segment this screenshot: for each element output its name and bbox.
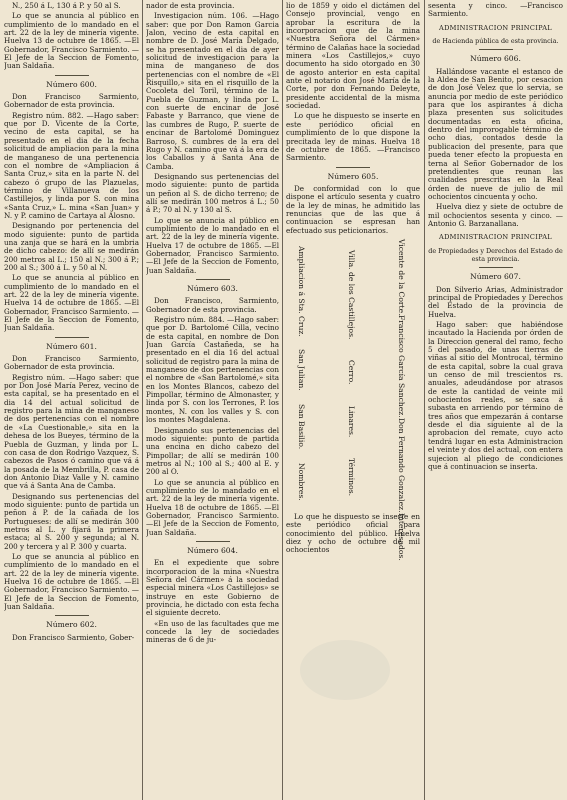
section-subheading: de Hacienda pública de esta provincia. xyxy=(432,37,559,46)
notice-divider xyxy=(479,49,513,50)
column-rule xyxy=(142,0,143,800)
notice-number: Número 603. xyxy=(187,284,238,293)
notice-number: Número 605. xyxy=(327,171,379,181)
notice-divider xyxy=(336,167,370,168)
table-column xyxy=(394,238,408,561)
paragraph: Don Francisco Sarmiento, Gobernador de esta provincia. xyxy=(4,354,139,372)
table-cell: Villa. de los Castillejos. xyxy=(347,249,356,339)
column-rule xyxy=(424,0,425,800)
table-cell: Linares. xyxy=(347,405,356,438)
paragraph: Don Francisco Sarmiento, Gober- xyxy=(12,632,135,642)
paragraph: Registro núm. 884. —Hago saber: que por D. Bartolomé Cilla, vecino de esta capital, en nombre de Don Juan García Castañeda, se ha presentado en el dia 16 del actual solicitud de registro para la mina de manganeso de dos pertenencias con el nombre de «San Bartolomé,» sita en los Montes Blancos, cabezo del Pimpollar, término de Almonaster, y linda por S. con los Terrones, P. los montes, N. con los valles y S. con los montes Magdalena. xyxy=(146,315,279,425)
table-column xyxy=(344,239,358,507)
notice-divider xyxy=(479,267,513,268)
notice-number: Número 606. xyxy=(470,54,521,64)
notice-divider xyxy=(55,337,89,338)
table-cell: San Basilio. xyxy=(297,404,306,450)
notice-divider xyxy=(196,279,230,280)
paragraph: Hago saber: que habiéndose incautado la Hacienda por órden de la Direccion general del ramo, fecho 5 del pasado, de unas tierras de viñas al sitio del Montrocal, término de esta capital, sobre la cual grava un censo de mil trescientos rs. anuales, adeudándose por atrasos de este la cantidad de veinte mil ochocientos reales, se saca á subasta en arriendo por término de tres años que empezarán á contarse desde el dia siguiente al de la aprobacion del remate, cuyo acto tendrá lugar en esta Administracion el veinte y dos del actual, con entera sujecion al pliego de condiciones que á continuacion se inserta. xyxy=(428,320,563,471)
table-header: Términos. xyxy=(347,458,356,497)
notice-number: Número 602. xyxy=(46,620,97,630)
column-2 xyxy=(146,2,279,798)
paragraph: N., 250 á L, 130 á P. y 50 al S. xyxy=(12,2,121,10)
paragraph: Lo que he dispuesto se inserte en este periódico oficial para conocimiento del público. Huelva diez y ocho de octubre de mil ochocientos xyxy=(286,511,420,555)
paragraph: Registro núm. —Hago saber: que por Don José María Perez, vecino de esta capital, se ha presentado en el dia 14 del actual solicitud de registro para la mina de manganeso de dos pertenencias con el nombre de «La Cuestionable,» sita en la dehesa de los Bueyes, término de la Puebla de Guzman, y linda por L. con casa de don Rodrigo Vazquez, S. cabezos de Pasos ó camino que vá á la posada de la Membrilla, P. casa de don Antonio Diaz Valle y N. camino que vá á Santa Ana de Camba. xyxy=(4,372,139,491)
paragraph: «En uso de las facultades que me concede la ley de sociedades mineras de 6 de ju- xyxy=(146,618,279,645)
column-4 xyxy=(428,2,563,798)
notice-number: Número 604. xyxy=(187,545,238,555)
paragraph: Lo que se anuncia al público en cumplimiento de lo mandado en el art. 22 de la ley de minería vigente. Huelva 17 de octubre de 1865. —El Gobernador, Francisco Sarmiento. —El Jefe de la Seccion de Fomento, Juan Saldaña. xyxy=(146,215,279,275)
table-header: Nombres. xyxy=(297,462,306,501)
paragraph: Huelva diez y siete de octubre de mil ochocientos sesenta y cinco. —Antonio G. Barzanallana. xyxy=(428,202,563,228)
paragraph: De conformidad con lo que dispone el artículo sesenta y cuatro de la ley de minas, he admitido las renuncias que de las que á continuacion se espresan han efectuado sus peticionarios. xyxy=(286,183,420,235)
paragraph: En el expediente que sobre incorporacion de la mina «Nuestra Señora del Cármen» á la sociedad especial minera «Los Castillejos» se instruye en este Gobierno de provincia, he dictado con esta fecha el siguiente decreto. xyxy=(146,558,279,618)
table-cell: Don Fernando Gonzalez. xyxy=(397,418,406,513)
paragraph: Lo que se anuncia al público en cumplimiento de lo mandado en el art. 22 de la ley de minería vigente. Huelva 18 de octubre de 1865. —El Gobernador, Francisco Sarmiento. —El Jefe de la Seccion de Fomento, Juan Saldaña. xyxy=(146,477,279,537)
notice-divider xyxy=(196,541,230,542)
section-subheading: de Propiedades y Derechos del Estado de esta provincia. xyxy=(428,246,563,263)
paragraph: Registro núm. 882. —Hago saber: que por D. Vicente de la Corte, vecino de esta capital, se ha presentado en el dia de la fecha solicitud de ampliacion para la mina de manganeso de una pertenencia con el nombre de «Ampliacion á Santa Cruz,» sita en la parte N. del cabezo ó grupo de las Plazuelas, término de Villanueva de los Castillejos, y linda por S. con mina «Santa Cruz,» L. mina «San Juan» y N. y P. camino de Cartaya al Alosno. xyxy=(4,110,139,220)
paragraph: Don Francisco, Sarmiento, Gobernador de esta provincia. xyxy=(146,296,279,314)
column-3 xyxy=(286,2,420,798)
table-column xyxy=(294,239,308,507)
section-heading: ADMINISTRACION PRINCIPAL xyxy=(439,23,552,32)
table-cell: Cerro. xyxy=(347,360,356,385)
table-cell: Vicente de la Corte. xyxy=(397,238,406,316)
paragraph: sesenta y cinco. —Francisco Sarmiento. xyxy=(428,2,563,19)
paragraph: Hallándose vacante el estanco de la Aldea de San Benito, por cesacion de don José Velez que lo servia, se anuncia por medio de este periódico para que los aspirantes á dicha plaza presenten sus solicitudes documentadas en esta oficina, dentro del improrogable término de ocho dias, contados desde la publicacion del presente, para que pueda tener efecto la propuesta en terna al Señor Gobernador de los pretendientes que reunan las cualidades prescritas en la Real órden de nueve de julio de mil ochocientos cincuenta y ocho. xyxy=(428,66,563,201)
paragraph: Designando sus pertenencias del modo siguiente: punto de partida un peñon á P. de la cañada de los Portugueses: de allí se medirán 300 metros al L. y fijará la primera estaca; al S. 200 y segunda; al N. 200 y tercera y al P. 300 y cuarta. xyxy=(4,491,139,551)
table-header: Interesados. xyxy=(397,512,406,561)
paragraph: Designando por pertenencia del modo siguiente: punto de partida una zanja que se hará en la umbria de dicho cabezo: de allí se medirán 200 metros al L.; 150 al N.; 300 á P.; 200 al S.; 300 á L. y 50 al N. xyxy=(4,221,139,272)
paragraph: Investigacion núm. 106. —Hago saber: que por Don Ramon Garcia Jalon, vecino de esta capital en nombre de D. José María Delgado, se ha presentado en el dia de ayer solicitud de investigacion para la mina de manganeso de dos pertenencias con el nombre de «El Risquillo,» sita en el risquillo de la Cocoleta del Toril, término de la Puebla de Guzman, y linda por L. con suerte de encinar de José Fabaste y Barranco, que viene de las cumbres de Rugo, P. suerte de encinar de Bartolomé Dominguez Barroso, S. cumbres de la era del Rugo y N. camino que vá á la era de los Caballos y á Santa Ana de Camba. xyxy=(146,11,279,171)
paragraph: Lo que se anuncia al público en cumplimiento de lo mandado en el art. 22 de la ley de minería vigente. Huelva 14 de octubre de 1865. —El Gobernador, Francisco Sarmiento. —El Jefe de la Seccion de Fomento, Juan Saldaña. xyxy=(4,273,139,333)
notice-divider xyxy=(55,615,89,616)
paragraph: Designando sus pertenencias del modo siguiente: punto de partida una encina en dicho cabezo del Pimpollar; de allí se medirán 100 metros al N.; 100 al S.; 400 al E. y 200 al O. xyxy=(146,425,279,477)
section-heading: ADMINISTRACION PRINCIPAL xyxy=(439,233,552,242)
table-cell: Francisco García Sanchez. xyxy=(397,315,406,419)
notice-number: Número 601. xyxy=(46,341,97,351)
table-cell: San Julian. xyxy=(297,349,306,392)
paragraph: nador de esta provincia. xyxy=(146,2,235,10)
paragraph: Don Silverio Arias, Administrador principal de Propiedades y Derechos del Estado de la provincia de Huelva. xyxy=(428,284,563,319)
paragraph: Designando sus pertenencias del modo siguiente: punto de partida un peñon al S. de dicho terreno; de allí se medirán 100 metros á L.; 50 á P.; 70 al N. y 130 al S. xyxy=(146,171,279,215)
paragraph: Lo que se anuncia al público en cumplimiento de lo mandado en el art. 22 de la ley de minería vigente. Huelva 13 de octubre de 1865. —El Gobernador, Francisco Sarmiento. —El Jefe de la Seccion de Fomento, Juan Saldaña. xyxy=(4,11,139,71)
table-cell: Ampliacion á Sta. Cruz. xyxy=(297,245,306,337)
paragraph: lio de 1859 y oido el dictámen del Consejo provincial, vengo en aprobar la escritura de la incorporacion que de la mina «Nuestra Señora del Cármen» término de Calañas hace la sociedad minera «Los Castillejos,» cuyo documento ha sido otorgado en 30 de agosto anterior en esta capital ante el notario don José María de la Corte, por don Fernando Deleyte, presidente accidental de la misma sociedad. xyxy=(286,2,420,111)
column-1 xyxy=(4,2,139,798)
notice-divider xyxy=(55,75,89,76)
notice-number: Número 607. xyxy=(470,272,521,282)
notice-number: Número 600. xyxy=(46,79,97,89)
paragraph: Don Francisco Sarmiento, Gobernador de esta provincia. xyxy=(4,92,139,110)
column-rule xyxy=(282,0,283,800)
paragraph: Lo que he dispuesto se inserte en este periódico oficial en cumplimiento de lo que dispone la precitada ley de minas. Huelva 18 de octubre de 1865. —Francisco Sarmiento. xyxy=(286,111,420,163)
paragraph: Lo que se anuncia al público en cumplimiento de lo mandado en el art. 22 de la ley de minería vigente. Huelva 16 de octubre de 1865. —El Gobernador, Francisco Sarmiento. —El Jefe de la Seccion de Fomento, Juan Saldaña. xyxy=(4,551,139,612)
